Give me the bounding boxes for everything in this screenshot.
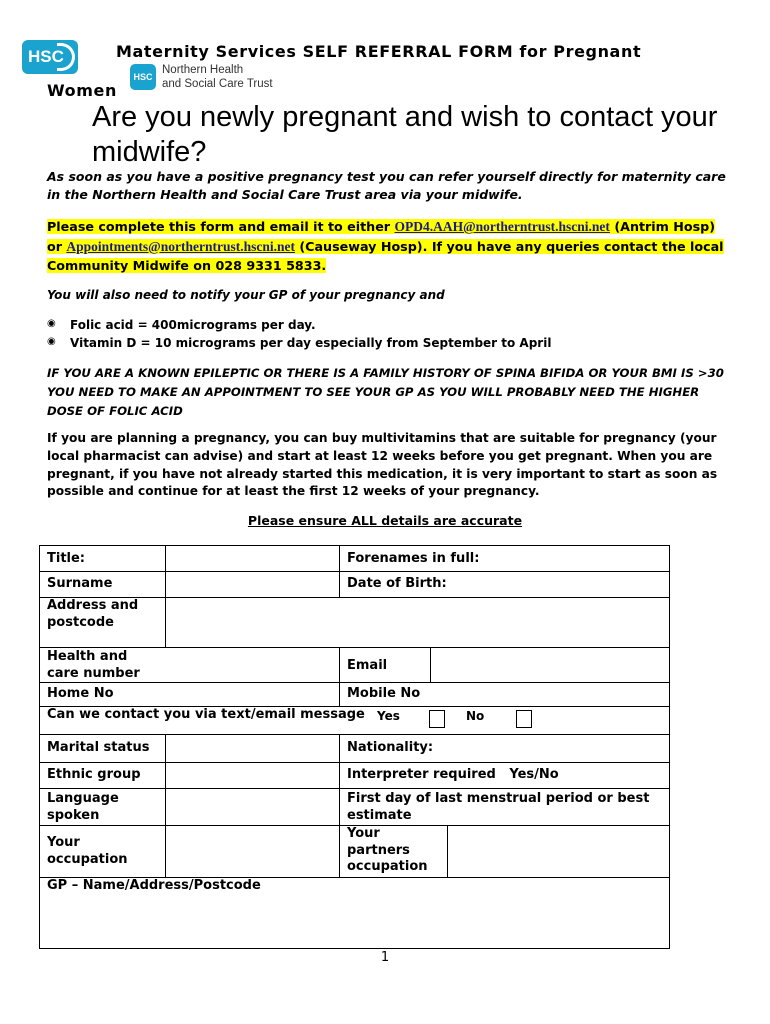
no-label: No bbox=[466, 709, 485, 723]
address-input[interactable] bbox=[166, 598, 669, 647]
hsc-logo-text: HSC bbox=[28, 47, 64, 66]
intro-text: As soon as you have a positive pregnancy test you can refer yourself directly for maternity care in the Northern Health and Social Care Trust area via your midwife. bbox=[47, 169, 726, 202]
form-title-line2: Women bbox=[47, 81, 117, 100]
row-divider bbox=[40, 788, 669, 789]
hsc-swoosh-icon bbox=[57, 43, 75, 71]
col-divider bbox=[339, 647, 340, 706]
referral-form-table bbox=[39, 545, 670, 949]
email-link-causeway[interactable]: Appointments@northerntrust.hscni.net bbox=[66, 238, 295, 254]
contact-question-label: Can we contact you via text/email message bbox=[47, 707, 365, 722]
col-divider bbox=[339, 734, 340, 877]
mobile-no-label: Mobile No bbox=[347, 686, 421, 701]
instructions-part3: (Causeway Hosp). If you have any queries contact the local Community Midwife on 028 9331 5833. bbox=[47, 238, 724, 273]
epilepsy-warning: IF YOU ARE A KNOWN EPILEPTIC OR THERE IS A FAMILY HISTORY OF SPINA BIFIDA OR YOUR BMI IS >30 YOU NEED TO MAKE AN APPOINTMENT TO SEE YOUR GP AS YOU WILL PROBABLY NEED THE HIGHER DOSE OF FOLIC ACID bbox=[47, 366, 724, 418]
health-number-label: Health and care number bbox=[47, 649, 140, 681]
instructions-part2: (Antrim Hosp) or bbox=[47, 219, 716, 254]
yes-label: Yes bbox=[377, 709, 400, 723]
title-input[interactable] bbox=[166, 546, 339, 571]
title-label: Title: bbox=[47, 551, 86, 566]
email-label: Email bbox=[347, 658, 388, 673]
hsc-logo bbox=[22, 40, 78, 74]
bullet-icon: ◉ bbox=[47, 336, 56, 347]
dob-label: Date of Birth: bbox=[347, 576, 447, 591]
marital-status-input[interactable] bbox=[166, 735, 339, 762]
ethnic-group-input[interactable] bbox=[166, 763, 339, 788]
row-divider bbox=[40, 762, 669, 763]
trust-name-line2: and Social Care Trust bbox=[162, 78, 273, 90]
form-title-line1: Maternity Services SELF REFERRAL FORM for Pregnant bbox=[116, 42, 642, 61]
partner-occupation-label: Your partners occupation bbox=[347, 826, 428, 874]
ensure-accurate-note: Please ensure ALL details are accurate bbox=[247, 513, 523, 528]
occupation-input[interactable] bbox=[166, 826, 339, 877]
row-divider bbox=[40, 571, 669, 572]
trust-name-line1: Northern Health bbox=[162, 64, 244, 76]
bullet-text: Vitamin D = 10 micrograms per day especially from September to April bbox=[70, 336, 552, 350]
col-divider bbox=[339, 546, 340, 597]
gp-notice: You will also need to notify your GP of your pregnancy and bbox=[47, 288, 445, 302]
email-input[interactable] bbox=[431, 648, 669, 682]
gp-label: GP – Name/Address/Postcode bbox=[47, 878, 261, 893]
language-label: Language spoken bbox=[47, 791, 119, 823]
ethnic-group-label: Ethnic group bbox=[47, 767, 141, 782]
row-divider bbox=[40, 734, 669, 735]
partner-occupation-input[interactable] bbox=[448, 826, 669, 877]
marital-status-label: Marital status bbox=[47, 740, 150, 755]
surname-input[interactable] bbox=[166, 572, 339, 597]
trust-name bbox=[162, 63, 273, 91]
page-number: 1 bbox=[380, 950, 390, 965]
surname-label: Surname bbox=[47, 576, 113, 591]
nationality-label: Nationality: bbox=[347, 740, 434, 755]
address-label: Address and postcode bbox=[47, 598, 139, 630]
email-link-antrim[interactable]: OPD4.AAH@northerntrust.hscni.net bbox=[394, 219, 610, 234]
row-divider bbox=[40, 682, 669, 683]
occupation-label: Your occupation bbox=[47, 835, 128, 867]
forenames-label: Forenames in full: bbox=[347, 551, 480, 566]
interpreter-label: Interpreter required Yes/No bbox=[347, 767, 559, 782]
instructions bbox=[47, 217, 727, 276]
gp-details-input[interactable] bbox=[40, 902, 669, 948]
bullet-icon: ◉ bbox=[47, 318, 56, 329]
instructions-part1: Please complete this form and email it to either bbox=[47, 219, 395, 234]
bullet-text: Folic acid = 400micrograms per day. bbox=[70, 318, 316, 332]
contact-no-checkbox[interactable] bbox=[516, 710, 532, 728]
home-no-label: Home No bbox=[47, 686, 114, 701]
page-heading: Are you newly pregnant and wish to contact your midwife? bbox=[92, 101, 718, 168]
planning-text: If you are planning a pregnancy, you can buy multivitamins that are suitable for pregnancy (your local pharmacist can advise) and start at least 12 weeks before you get pregnant. When you are pregnant, if you have not already started this medication, it is very important to start as soon as possible and continue for at least the first 12 weeks of your pregnancy. bbox=[47, 431, 718, 499]
lmp-label: First day of last menstrual period or best estimate bbox=[347, 791, 650, 823]
contact-yes-checkbox[interactable] bbox=[429, 710, 445, 728]
trust-logo: HSC bbox=[130, 64, 156, 90]
health-number-input[interactable] bbox=[166, 648, 339, 706]
language-input[interactable] bbox=[166, 789, 339, 825]
